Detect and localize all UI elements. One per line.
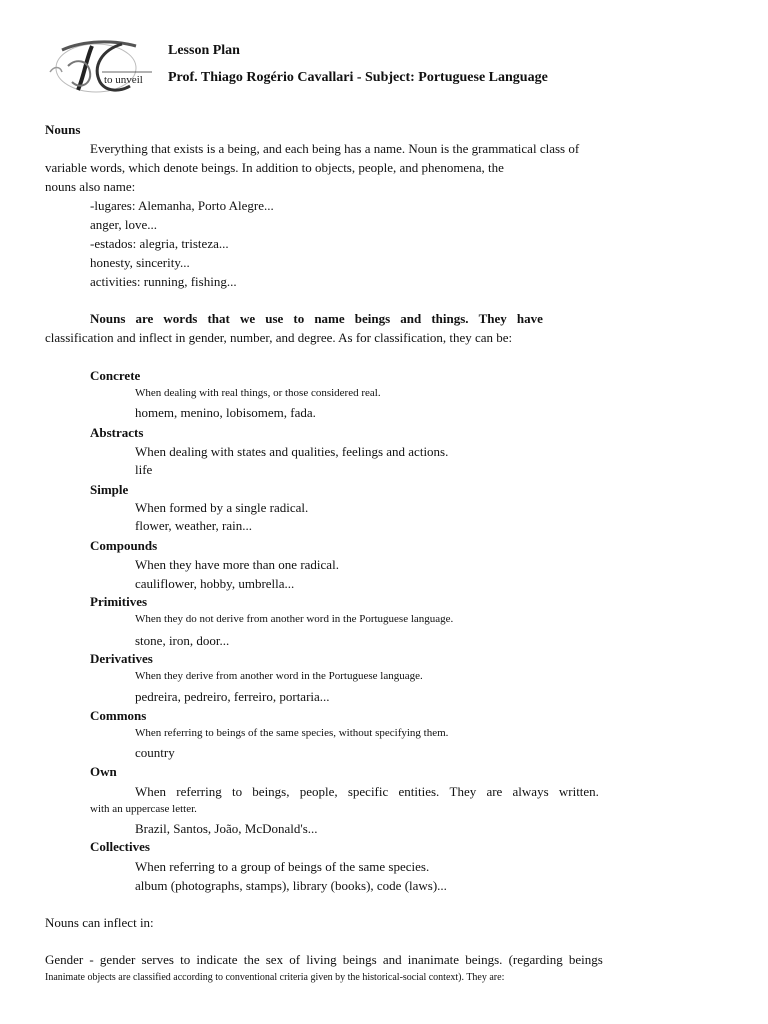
- page-subtitle: Prof. Thiago Rogério Cavallari - Subject: Portuguese Language: [168, 70, 548, 85]
- class-title-primitives: Primitives: [90, 594, 148, 609]
- word: beings.: [465, 952, 503, 967]
- word: have: [516, 311, 543, 326]
- list-item: anger, love...: [90, 217, 157, 232]
- word: beings: [354, 311, 391, 326]
- word: specific: [347, 784, 389, 799]
- word: inanimate: [407, 952, 460, 967]
- inflect-heading: Nouns can inflect in:: [45, 915, 154, 930]
- intro-line: variable words, which denote beings. In addition to objects, people, and phenomena, the: [45, 160, 504, 175]
- word: people,: [299, 784, 338, 799]
- word: Nouns: [90, 311, 126, 326]
- gender-line: [45, 952, 603, 968]
- word: indicate: [196, 952, 238, 967]
- logo: [44, 36, 156, 100]
- word: (regarding: [508, 952, 563, 967]
- class-desc: When dealing with real things, or those considered real.: [135, 387, 381, 399]
- class-desc: When they have more than one radical.: [135, 557, 339, 572]
- class-examples: life: [135, 462, 153, 477]
- word: words: [163, 311, 198, 326]
- class-examples: pedreira, pedreiro, ferreiro, portaria...: [135, 689, 330, 704]
- summary-line: classification and inflect in gender, number, and degree. As for classification, they can be:: [45, 330, 513, 345]
- class-examples: flower, weather, rain...: [135, 518, 252, 533]
- class-title-derivatives: Derivatives: [90, 651, 153, 666]
- class-desc: When they derive from another word in the Portuguese language.: [135, 670, 423, 682]
- section-heading-nouns: Nouns: [45, 122, 81, 137]
- word: name: [314, 311, 345, 326]
- class-title-concrete: Concrete: [90, 368, 141, 383]
- class-desc: When dealing with states and qualities, feelings and actions.: [135, 444, 449, 459]
- word: the: [243, 952, 260, 967]
- word: of: [289, 952, 301, 967]
- word: to: [293, 311, 305, 326]
- word: are: [135, 311, 154, 326]
- word: referring: [176, 784, 222, 799]
- word: we: [239, 311, 256, 326]
- word: use: [265, 311, 284, 326]
- word: -: [89, 952, 94, 967]
- word: are: [486, 784, 503, 799]
- word: They: [478, 311, 507, 326]
- word: beings: [568, 952, 603, 967]
- class-title-compounds: Compounds: [90, 538, 158, 553]
- class-desc: When referring to a group of beings of the same species.: [135, 859, 430, 874]
- class-title-commons: Commons: [90, 708, 147, 723]
- class-examples: stone, iron, door...: [135, 633, 230, 648]
- word: serves: [141, 952, 174, 967]
- word: beings,: [252, 784, 290, 799]
- word: to: [231, 784, 243, 799]
- summary-line: [90, 311, 543, 327]
- word: and: [400, 311, 422, 326]
- word: They: [449, 784, 477, 799]
- class-examples: cauliflower, hobby, umbrella...: [135, 576, 295, 591]
- word: When: [135, 784, 167, 799]
- class-desc: with an uppercase letter.: [90, 803, 197, 815]
- class-title-own: Own: [90, 764, 117, 779]
- class-examples: country: [135, 745, 175, 760]
- class-title-collectives: Collectives: [90, 839, 150, 854]
- class-examples: album (photographs, stamps), library (books), code (laws)...: [135, 878, 447, 893]
- list-item: activities: running, fishing...: [90, 274, 237, 289]
- class-desc: [135, 784, 599, 800]
- word: that: [207, 311, 230, 326]
- intro-line: nouns also name:: [45, 179, 136, 194]
- list-item: -estados: alegria, tristeza...: [90, 236, 229, 251]
- class-desc: When referring to beings of the same species, without specifying them.: [135, 727, 449, 739]
- word: written.: [558, 784, 599, 799]
- monogram-logo-icon: [44, 36, 156, 100]
- word: entities.: [398, 784, 440, 799]
- word: living: [306, 952, 337, 967]
- word: to: [180, 952, 191, 967]
- word: Gender: [45, 952, 84, 967]
- word: and: [382, 952, 402, 967]
- list-item: honesty, sincerity...: [90, 255, 190, 270]
- class-desc: When they do not derive from another word in the Portuguese language.: [135, 613, 454, 625]
- class-examples: Brazil, Santos, João, McDonald's...: [135, 821, 318, 836]
- word: always: [512, 784, 549, 799]
- class-desc: When formed by a single radical.: [135, 500, 309, 515]
- class-examples: homem, menino, lobisomem, fada.: [135, 405, 316, 420]
- list-item: -lugares: Alemanha, Porto Alegre...: [90, 198, 274, 213]
- page-title: Lesson Plan: [168, 43, 240, 58]
- word: sex: [265, 952, 284, 967]
- word: things.: [431, 311, 469, 326]
- logo-text: to unveil: [104, 74, 143, 86]
- word: beings: [342, 952, 377, 967]
- gender-line: Inanimate objects are classified according to conventional criteria given by the historical-social context). They are:: [45, 972, 505, 983]
- class-title-simple: Simple: [90, 482, 129, 497]
- class-title-abstracts: Abstracts: [90, 425, 144, 440]
- intro-line: Everything that exists is a being, and each being has a name. Noun is the grammatical class of: [90, 141, 580, 156]
- word: gender: [99, 952, 136, 967]
